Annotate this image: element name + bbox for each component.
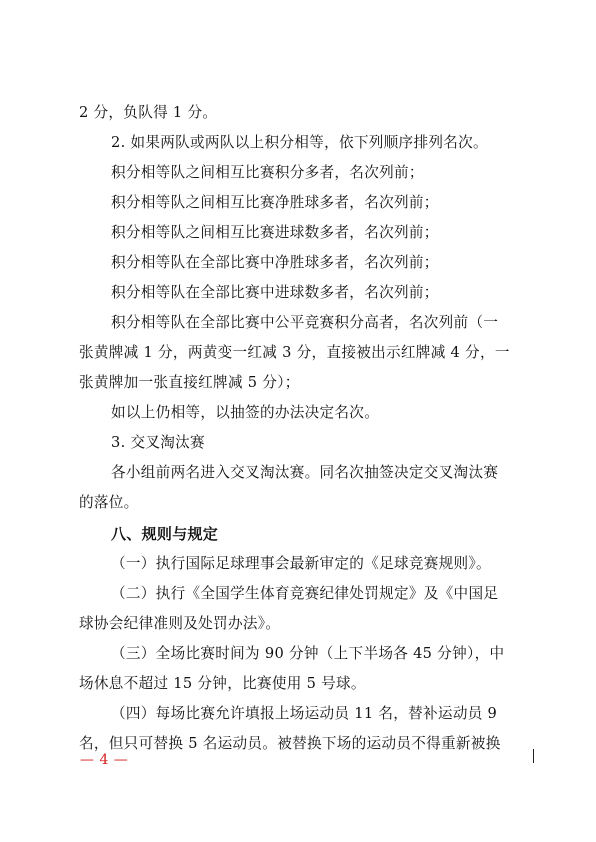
paragraph-line-13: 各小组前两名进入交叉淘汰赛。同名次抽签决定交叉淘汰赛 xyxy=(111,464,499,481)
paragraph-line-11: 如以上仍相等，以抽签的办法决定名次。 xyxy=(111,404,380,421)
paragraph-line-16: （一）执行国际足球理事会最新审定的《足球竞赛规则》。 xyxy=(111,555,491,572)
paragraph-line-18: 球协会纪律准则及处罚办法》。 xyxy=(79,615,281,632)
page-number: — 4 — xyxy=(80,752,129,768)
section-subheading: 3. 交叉淘汰赛 xyxy=(111,434,205,451)
paragraph-line-6: 积分相等队在全部比赛中净胜球多者，名次列前； xyxy=(111,254,439,271)
paragraph-line-1: 2 分，负队得 1 分。 xyxy=(79,104,218,121)
paragraph-line-22: 名，但只可替换 5 名运动员。被替换下场的运动员不得重新被换 xyxy=(79,735,501,752)
paragraph-line-9: 张黄牌减 1 分，两黄变一红减 3 分，直接被出示红牌减 4 分，一 xyxy=(79,344,510,361)
paragraph-line-2: 2. 如果两队或两队以上积分相等，依下列顺序排列名次。 xyxy=(111,134,488,151)
paragraph-line-7: 积分相等队在全部比赛中进球数多者，名次列前； xyxy=(111,284,439,301)
paragraph-line-5: 积分相等队之间相互比赛进球数多者，名次列前； xyxy=(111,224,439,241)
margin-mark xyxy=(533,749,534,763)
paragraph-line-19: （三）全场比赛时间为 90 分钟（上下半场各 45 分钟），中 xyxy=(111,645,505,662)
paragraph-line-3: 积分相等队之间相互比赛积分多者，名次列前； xyxy=(111,164,424,181)
paragraph-line-4: 积分相等队之间相互比赛净胜球多者，名次列前； xyxy=(111,194,439,211)
paragraph-line-17: （二）执行《全国学生体育竞赛纪律处罚规定》及《中国足 xyxy=(111,585,499,602)
paragraph-line-10: 张黄牌加一张直接红牌减 5 分）； xyxy=(79,374,300,391)
paragraph-line-20: 场休息不超过 15 分钟，比赛使用 5 号球。 xyxy=(79,675,366,692)
section-heading: 八、规则与规定 xyxy=(111,525,219,543)
paragraph-line-14: 的落位。 xyxy=(79,494,139,511)
paragraph-line-21: （四）每场比赛允许填报上场运动员 11 名，替补运动员 9 xyxy=(111,705,498,722)
paragraph-line-8: 积分相等队在全部比赛中公平竞赛积分高者，名次列前（一 xyxy=(111,314,499,331)
